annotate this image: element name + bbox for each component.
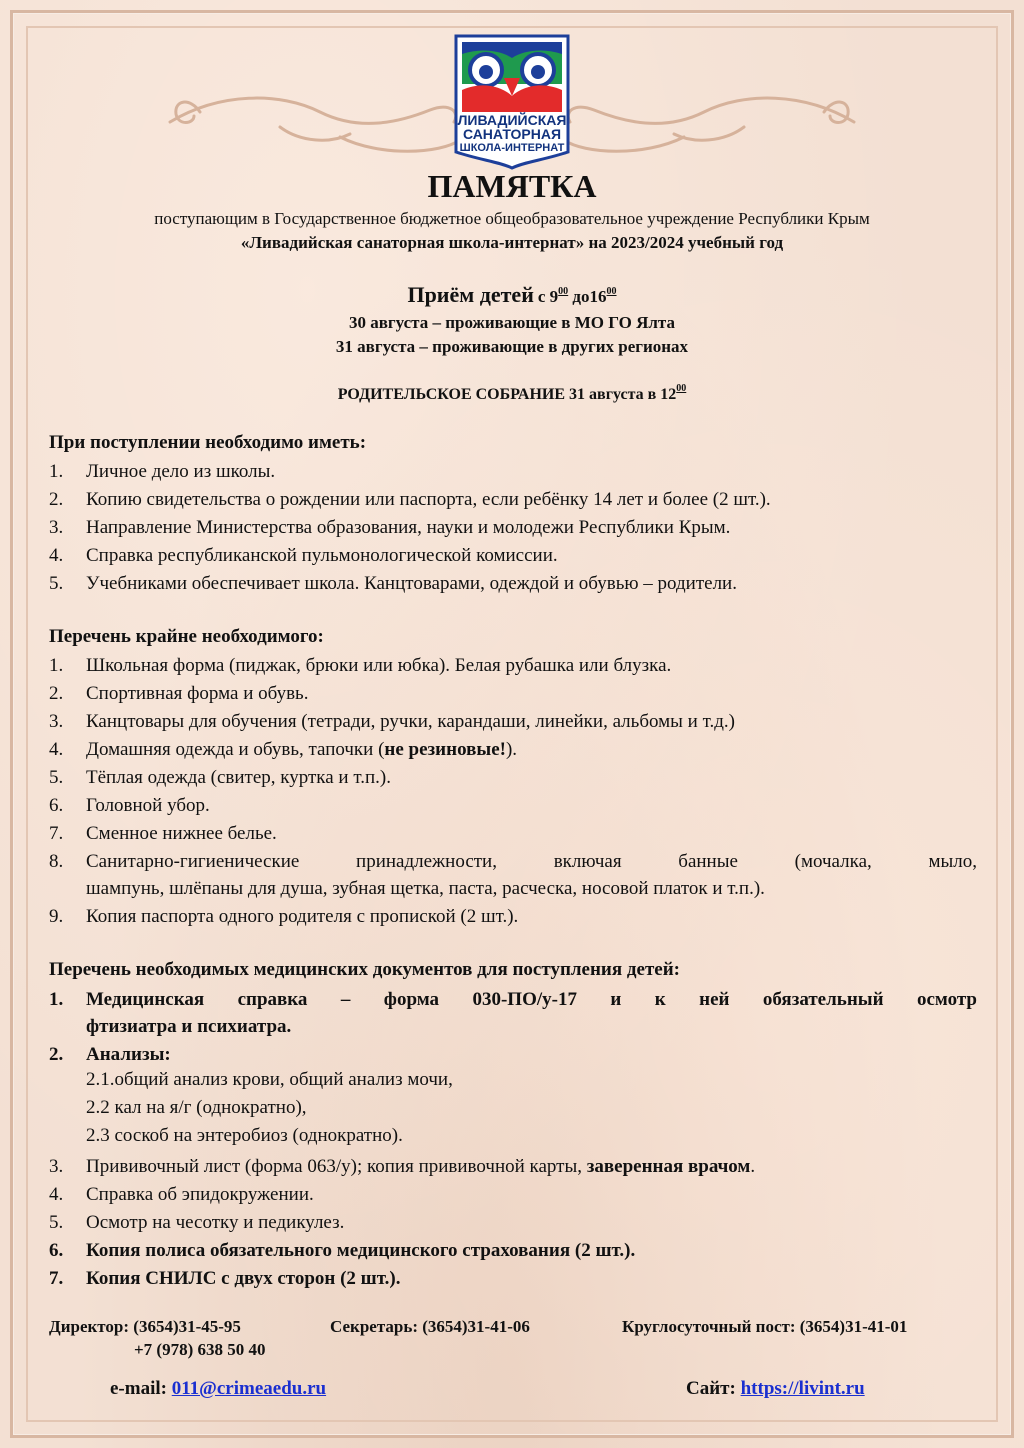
list-number: 4. (49, 739, 64, 760)
list-number: 3. (49, 711, 64, 732)
list-number: 2. (49, 1044, 64, 1065)
list-text: Копия паспорта одного родителя с пропиской (2 шт.). (86, 906, 519, 927)
list-text: фтизиатра и психиатра. (86, 1016, 292, 1037)
reception-from-minutes: 00 (558, 286, 569, 297)
list-text: Справка об эпидокружении. (86, 1184, 314, 1205)
list-number: 7. (49, 823, 64, 844)
list-number: 3. (49, 1156, 64, 1177)
list-number: 8. (49, 851, 64, 872)
email-link[interactable]: 011@crimeaedu.ru (171, 1378, 327, 1399)
list-text: Санитарно-гигиенические принадлежности, включая банные (мочалка, мыло, (86, 851, 977, 872)
site-line (686, 1378, 865, 1400)
list-number: 2. (49, 489, 64, 510)
email-label: e-mail: (110, 1378, 172, 1399)
list-text (86, 736, 977, 763)
reception-to: до16 (568, 287, 607, 306)
list-text-end: ). (505, 739, 518, 760)
list-text-start: Домашняя одежда и обувь, тапочки ( (86, 739, 385, 760)
list-number: 7. (49, 1268, 64, 1289)
list-text: Копия полиса обязательного медицинского страхования (2 шт.). (86, 1240, 636, 1261)
list-text: Направление Министерства образования, науки и молодежи Республики Крым. (86, 517, 731, 538)
list-number: 4. (49, 1184, 64, 1205)
essentials-heading: Перечень крайне необходимого: (49, 626, 324, 647)
list-text: Учебниками обеспечивает школа. Канцтоварами, одеждой и обувью – родители. (86, 573, 737, 594)
list-text-bold: заверенная врачом (586, 1156, 751, 1177)
analysis-subitem: 2.2 кал на я/г (однократно), (86, 1097, 307, 1118)
list-text: шампунь, шлёпаны для душа, зубная щетка, паста, расческа, носовой платок и т.п.). (86, 878, 765, 899)
medical-heading: Перечень необходимых медицинских документов для поступления детей: (49, 959, 680, 980)
list-number: 1. (49, 655, 64, 676)
list-text-bold: не резиновые! (384, 739, 506, 760)
secretary-phone: Секретарь: (3654)31-41-06 (330, 1317, 530, 1336)
parent-meeting (0, 383, 1024, 404)
subtitle-line-1: поступающим в Государственное бюджетное общеобразовательное учреждение Республики Крым (154, 209, 870, 228)
director-phone: Директор: (3654)31-45-95 (49, 1317, 241, 1336)
list-text: Сменное нижнее белье. (86, 823, 277, 844)
list-text: Медицинская справка – форма 030-ПО/у-17 и к ней обязательный осмотр (86, 989, 977, 1010)
list-text: Копия СНИЛС с двух сторон (2 шт.). (86, 1268, 401, 1289)
list-text: Тёплая одежда (свитер, куртка и т.п.). (86, 767, 391, 788)
list-text: Школьная форма (пиджак, брюки или юбка). Белая рубашка или блузка. (86, 655, 672, 676)
list-text-end: . (750, 1156, 756, 1177)
list-text-start: Прививочный лист (форма 063/у); копия прививочной карты, (86, 1156, 587, 1177)
list-text: Осмотр на чесотку и педикулез. (86, 1212, 345, 1233)
list-number: 5. (49, 1212, 64, 1233)
list-number: 2. (49, 683, 64, 704)
required-heading: При поступлении необходимо иметь: (49, 432, 367, 453)
page-title: ПАМЯТКА (427, 168, 597, 204)
analysis-subitem: 2.1.общий анализ крови, общий анализ мочи, (86, 1069, 453, 1090)
logo-line-2: САНАТОРНАЯ (462, 126, 562, 142)
list-text: Головной убор. (86, 795, 210, 816)
site-label: Сайт: (686, 1378, 741, 1399)
list-number: 5. (49, 767, 64, 788)
parent-meeting-text: РОДИТЕЛЬСКОЕ СОБРАНИЕ 31 августа в 12 (337, 386, 677, 403)
analysis-subitem: 2.3 соскоб на энтеробиоз (однократно). (86, 1125, 403, 1146)
reception-from: с 9 (537, 287, 559, 306)
subtitle-line-2: «Ливадийская санаторная школа-интернат» на 2023/2024 учебный год (240, 233, 784, 252)
logo-text (456, 113, 568, 155)
list-text: Анализы: (86, 1044, 171, 1065)
list-number: 1. (49, 461, 64, 482)
list-number: 5. (49, 573, 64, 594)
reception-aug31: 31 августа – проживающие в других регионах (335, 337, 689, 356)
reception-aug30: 30 августа – проживающие в МО ГО Ялта (349, 313, 675, 332)
list-text: Справка республиканской пульмонологической комиссии. (86, 545, 558, 566)
parent-meeting-minutes: 00 (676, 383, 687, 394)
list-text: Канцтовары для обучения (тетради, ручки, карандаши, линейки, альбомы и т.д.) (86, 711, 735, 732)
list-number: 9. (49, 906, 64, 927)
list-text (86, 1153, 977, 1180)
list-number: 1. (49, 989, 64, 1010)
logo-line-3: ШКОЛА-ИНТЕРНАТ (459, 142, 565, 154)
list-text: Спортивная форма и обувь. (86, 683, 309, 704)
site-link[interactable]: https://livint.ru (740, 1378, 865, 1399)
list-number: 6. (49, 1240, 64, 1261)
reception-title: Приём детей (407, 282, 534, 307)
email-line (110, 1378, 326, 1400)
reception-heading (0, 282, 1024, 308)
logo-line-1: ЛИВАДИЙСКАЯ (457, 112, 567, 128)
reception-to-minutes: 00 (606, 286, 617, 297)
director-mobile: +7 (978) 638 50 40 (134, 1340, 266, 1359)
list-number: 6. (49, 795, 64, 816)
list-number: 4. (49, 545, 64, 566)
list-number: 3. (49, 517, 64, 538)
list-text: Копию свидетельства о рождении или паспорта, если ребёнку 14 лет и более (2 шт.). (86, 489, 771, 510)
list-text: Личное дело из школы. (86, 461, 276, 482)
round-the-clock-phone: Круглосуточный пост: (3654)31-41-01 (622, 1317, 908, 1336)
